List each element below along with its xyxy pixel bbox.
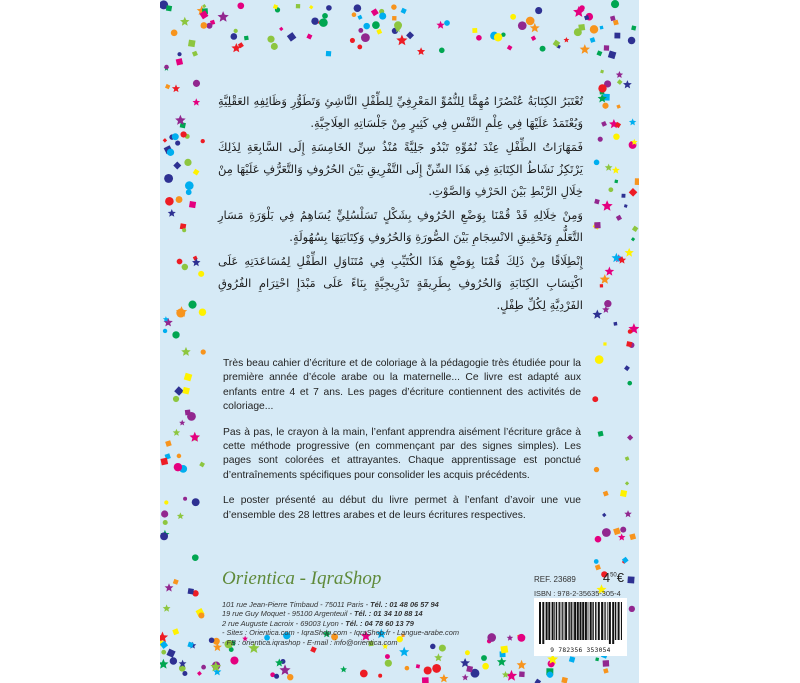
confetti-square bbox=[401, 8, 407, 14]
confetti-square bbox=[629, 533, 636, 540]
confetti-dot bbox=[611, 0, 619, 8]
barcode-bar bbox=[601, 602, 603, 640]
confetti-square bbox=[594, 199, 600, 205]
confetti-square bbox=[624, 365, 630, 371]
confetti-square bbox=[172, 628, 179, 635]
confetti-square bbox=[309, 5, 313, 9]
confetti-dot bbox=[540, 46, 546, 52]
confetti-square bbox=[173, 579, 179, 585]
address-line-sites: - Sites : Orientica.com - IqraShop.com - IqraShop.fr - Langue-arabe.com bbox=[222, 628, 460, 638]
confetti-dot bbox=[350, 38, 355, 43]
confetti-dot bbox=[602, 103, 608, 109]
reference-number: REF. 23689 bbox=[534, 575, 576, 584]
confetti-dot bbox=[595, 355, 604, 364]
confetti-dot bbox=[326, 5, 332, 11]
barcode-bar bbox=[582, 602, 584, 640]
confetti-square bbox=[613, 322, 617, 326]
confetti-square bbox=[604, 45, 609, 50]
confetti-star bbox=[625, 248, 634, 257]
confetti-dot bbox=[237, 2, 244, 9]
confetti-square bbox=[371, 8, 379, 16]
confetti-square bbox=[569, 656, 576, 663]
barcode-bar bbox=[590, 602, 592, 640]
confetti-dot bbox=[164, 500, 168, 504]
confetti-dot bbox=[594, 559, 599, 564]
confetti-star bbox=[434, 653, 442, 661]
barcode-bar bbox=[556, 602, 557, 640]
confetti-star bbox=[160, 659, 169, 669]
confetti-dot bbox=[385, 654, 390, 659]
confetti-dot bbox=[358, 28, 363, 33]
confetti-square bbox=[306, 34, 312, 40]
barcode-bar bbox=[548, 602, 550, 640]
confetti-dot bbox=[602, 528, 611, 537]
confetti-square bbox=[173, 162, 181, 170]
confetti-square bbox=[176, 58, 183, 65]
confetti-star bbox=[600, 274, 610, 284]
confetti-square bbox=[531, 36, 536, 41]
barcode-bar bbox=[592, 602, 593, 640]
barcode-number: 9 782356 353054 bbox=[550, 647, 611, 654]
confetti-square bbox=[197, 671, 202, 676]
arabic-paragraph-4: إِنْطِلَاقًا مِنْ ذَلِكَ قُمْنَا بِوَضْعِ هَذَا الكُتَيِّبِ فِي مُتَنَاوَلِ الطِّفْلِ لِمُسَاعَدَتِهِ عَلَى اكْتِسَابِ الكِتَابَةِ وَالحُرُوفِ بِطَرِيقَةٍ تَدْرِيجِيَّةٍ بِنَاءً عَلَى مَبْدَإِ احْتِرَامِ الفُرُوقِ الفَرْدِيَّةِ لِكُلِّ طِفْلٍ. bbox=[218, 254, 583, 312]
confetti-dot bbox=[628, 37, 636, 45]
price: $4^{50}€$ bbox=[602, 570, 624, 585]
confetti-dot bbox=[206, 23, 212, 29]
confetti-dot bbox=[432, 664, 441, 673]
confetti-star bbox=[168, 209, 176, 217]
confetti-square bbox=[507, 45, 513, 51]
confetti-star bbox=[618, 534, 625, 541]
confetti-dot bbox=[354, 4, 362, 12]
confetti-square bbox=[165, 440, 172, 447]
confetti-square bbox=[613, 527, 621, 535]
confetti-dot bbox=[608, 187, 613, 192]
confetti-dot bbox=[186, 189, 192, 195]
confetti-dot bbox=[535, 7, 542, 14]
confetti-star bbox=[179, 420, 185, 426]
address-line-fb: - FB : orientica.iqrashop - E-mail : info@orientica.com bbox=[222, 637, 398, 647]
confetti-square bbox=[635, 178, 639, 185]
barcode-bar bbox=[615, 602, 616, 640]
barcode-bar bbox=[580, 602, 582, 640]
confetti-square bbox=[406, 31, 414, 39]
confetti-dot bbox=[161, 510, 168, 517]
confetti-dot bbox=[598, 137, 603, 142]
barcode-bar bbox=[577, 602, 579, 640]
confetti-dot bbox=[172, 331, 179, 338]
barcode-bar bbox=[564, 602, 565, 640]
confetti-star bbox=[506, 670, 517, 681]
confetti-star bbox=[399, 647, 409, 657]
publisher-brand: Orientica - IqraShop bbox=[222, 568, 382, 589]
barcode-bar bbox=[565, 602, 567, 640]
confetti-square bbox=[625, 481, 629, 485]
confetti-dot bbox=[629, 606, 635, 612]
confetti-square bbox=[601, 121, 607, 127]
confetti-dot bbox=[322, 13, 328, 19]
confetti-square bbox=[466, 666, 473, 673]
confetti-square bbox=[166, 5, 172, 11]
confetti-star bbox=[616, 71, 623, 78]
confetti-square bbox=[603, 491, 609, 497]
barcode-bars bbox=[539, 602, 622, 644]
confetti-square bbox=[631, 25, 636, 30]
confetti-dot bbox=[163, 329, 167, 333]
confetti-dot bbox=[604, 300, 611, 307]
confetti-dot bbox=[192, 554, 199, 561]
confetti-square bbox=[519, 671, 525, 677]
confetti-star bbox=[396, 35, 407, 46]
confetti-dot bbox=[173, 396, 179, 402]
arabic-description bbox=[218, 90, 583, 318]
confetti-square bbox=[613, 20, 619, 26]
confetti-square bbox=[600, 284, 603, 287]
confetti-dot bbox=[185, 181, 194, 190]
confetti-square bbox=[595, 657, 599, 661]
french-paragraph-3: Le poster présenté au début du livre permet à l’enfant d’avoir une vue d’ensemble des 28 lettres arabes et de leurs écritures respectives. bbox=[223, 495, 581, 521]
confetti-square bbox=[392, 16, 396, 20]
confetti-dot bbox=[620, 527, 626, 533]
barcode-bar bbox=[598, 602, 600, 640]
address-line-paris: 101 rue Jean-Pierre Timbaud - 75011 Paris - Tél. : 01 48 06 57 94 bbox=[222, 600, 439, 609]
barcode-bar bbox=[609, 602, 611, 644]
confetti-dot bbox=[510, 14, 516, 20]
confetti-star bbox=[517, 660, 527, 670]
confetti-square bbox=[603, 342, 606, 345]
confetti-square bbox=[578, 24, 585, 31]
confetti-square bbox=[188, 588, 194, 594]
confetti-star bbox=[502, 671, 509, 678]
barcode-bar bbox=[585, 602, 587, 640]
confetti-dot bbox=[167, 149, 174, 156]
french-paragraph-1: Très beau cahier d’écriture et de coloriage à la pédagogie très étudiée pour la première année d’école arabe ou la maternelle... Ce livre est adapté aux enfants entre 4 et 7 ans. Les pages d’écriture contiennent des activités de coloriage... bbox=[223, 358, 581, 413]
confetti-star bbox=[181, 347, 191, 356]
barcode-bar bbox=[607, 602, 608, 640]
confetti-square bbox=[193, 256, 198, 261]
confetti-dot bbox=[424, 666, 432, 674]
confetti-dot bbox=[526, 17, 535, 26]
confetti-star bbox=[193, 98, 201, 105]
confetti-dot bbox=[161, 650, 166, 655]
confetti-dot bbox=[590, 25, 598, 33]
confetti-square bbox=[602, 513, 606, 517]
confetti-star bbox=[439, 674, 448, 683]
barcode-bar bbox=[618, 602, 620, 640]
confetti-dot bbox=[164, 65, 168, 69]
barcode-bar bbox=[552, 602, 554, 640]
confetti-square bbox=[600, 26, 604, 30]
confetti-square bbox=[616, 215, 622, 221]
confetti-dot bbox=[199, 308, 206, 315]
confetti-dot bbox=[163, 520, 168, 525]
confetti-dot bbox=[187, 412, 196, 421]
confetti-square bbox=[160, 458, 168, 466]
confetti-square bbox=[608, 51, 617, 60]
confetti-star bbox=[192, 258, 201, 266]
confetti-star bbox=[564, 37, 570, 43]
confetti-square bbox=[590, 37, 596, 43]
confetti-dot bbox=[357, 45, 362, 50]
address-line-argenteuil: 19 rue Guy Moquet - 95100 Argenteuil - Tél. : 01 34 10 88 14 bbox=[222, 609, 423, 619]
book-back-cover bbox=[160, 0, 639, 683]
confetti-dot bbox=[193, 80, 200, 87]
confetti-dot bbox=[182, 671, 187, 676]
publisher-address bbox=[222, 600, 460, 647]
confetti-square bbox=[598, 431, 604, 437]
confetti-square bbox=[600, 70, 604, 74]
confetti-dot bbox=[201, 22, 208, 29]
barcode-bar bbox=[559, 602, 560, 640]
confetti-dot bbox=[177, 259, 183, 265]
confetti-dot bbox=[160, 532, 168, 540]
confetti-star bbox=[497, 657, 507, 666]
confetti-dot bbox=[363, 23, 369, 29]
confetti-square bbox=[620, 490, 627, 497]
confetti-dot bbox=[177, 52, 181, 56]
confetti-square bbox=[202, 4, 206, 8]
confetti-dot bbox=[182, 264, 188, 270]
confetti-dot bbox=[171, 29, 178, 36]
confetti-dot bbox=[444, 20, 450, 26]
confetti-dot bbox=[198, 612, 204, 618]
barcode-bar bbox=[571, 602, 572, 640]
confetti-star bbox=[462, 674, 469, 681]
confetti-dot bbox=[598, 84, 606, 92]
confetti-star bbox=[602, 200, 613, 211]
confetti-square bbox=[188, 40, 196, 48]
confetti-square bbox=[296, 4, 300, 8]
confetti-dot bbox=[592, 396, 598, 402]
confetti-star bbox=[612, 166, 620, 174]
confetti-star bbox=[629, 118, 636, 125]
reference-block bbox=[534, 570, 624, 598]
confetti-square bbox=[357, 15, 362, 20]
confetti-dot bbox=[360, 670, 368, 678]
confetti-dot bbox=[405, 666, 410, 671]
confetti-dot bbox=[234, 29, 238, 33]
confetti-square bbox=[189, 201, 196, 208]
confetti-dot bbox=[176, 196, 183, 203]
confetti-dot bbox=[201, 349, 206, 354]
confetti-dot bbox=[198, 271, 204, 277]
barcode bbox=[534, 598, 627, 656]
confetti-dot bbox=[271, 43, 278, 50]
confetti-square bbox=[614, 180, 618, 184]
confetti-dot bbox=[176, 309, 185, 318]
confetti-dot bbox=[594, 160, 600, 166]
confetti-dot bbox=[201, 139, 205, 143]
confetti-dot bbox=[164, 174, 173, 183]
confetti-square bbox=[310, 646, 317, 653]
confetti-star bbox=[173, 429, 181, 436]
confetti-square bbox=[192, 51, 198, 57]
confetti-square bbox=[422, 677, 429, 683]
confetti-dot bbox=[627, 381, 632, 386]
confetti-square bbox=[624, 204, 628, 208]
confetti-star bbox=[172, 84, 180, 92]
confetti-square bbox=[416, 664, 420, 668]
confetti-dot bbox=[180, 131, 186, 137]
confetti-star bbox=[593, 310, 603, 319]
confetti-star bbox=[180, 17, 190, 26]
confetti-dot bbox=[378, 674, 382, 678]
confetti-square bbox=[614, 33, 620, 39]
confetti-dot bbox=[188, 301, 196, 309]
confetti-square bbox=[199, 462, 205, 468]
confetti-dot bbox=[209, 637, 215, 643]
confetti-dot bbox=[201, 665, 206, 670]
barcode-bar bbox=[588, 602, 589, 640]
isbn: ISBN : 978-2-35635-305-4 bbox=[534, 589, 621, 598]
confetti-dot bbox=[594, 467, 599, 472]
barcode-bar bbox=[621, 602, 622, 640]
confetti-dot bbox=[482, 663, 489, 670]
barcode-bar bbox=[568, 602, 569, 640]
confetti-square bbox=[621, 194, 625, 198]
confetti-dot bbox=[192, 498, 200, 506]
confetti-square bbox=[535, 679, 542, 683]
confetti-square bbox=[244, 36, 249, 41]
confetti-square bbox=[165, 84, 170, 89]
barcode-bar bbox=[546, 602, 548, 640]
arabic-paragraph-3: وَمِنْ خِلَالِهِ قَدْ قُمْنَا بِوَضْعِ الحُرُوفِ بِشَكْلٍ تَسَلْسُلِيٍّ يُسَاهِمُ فِي بَلْوَرَةِ مَسَارِ التَّعَلُّمِ وَتَحْقِيقِ الانْسِجَامِ بَيْنَ الصُّورَةِ وَالحُرُوفِ وَكِتَابَتِهَا بِسُهُولَةٍ. bbox=[218, 208, 583, 244]
confetti-dot bbox=[311, 17, 318, 24]
confetti-dot bbox=[476, 35, 482, 41]
confetti-star bbox=[605, 164, 613, 171]
confetti-dot bbox=[391, 4, 396, 9]
confetti-dot bbox=[183, 497, 187, 501]
confetti-square bbox=[166, 649, 175, 658]
barcode-bar bbox=[542, 602, 544, 644]
confetti-square bbox=[594, 222, 600, 228]
confetti-dot bbox=[184, 159, 191, 166]
confetti-dot bbox=[175, 141, 180, 146]
confetti-dot bbox=[595, 536, 602, 543]
confetti-star bbox=[163, 604, 171, 611]
confetti-square bbox=[376, 29, 382, 35]
confetti-square bbox=[616, 104, 620, 108]
confetti-star bbox=[605, 267, 615, 276]
confetti-dot bbox=[231, 33, 238, 40]
confetti-dot bbox=[379, 13, 386, 20]
confetti-star bbox=[417, 47, 425, 55]
confetti-dot bbox=[481, 655, 487, 661]
confetti-dot bbox=[319, 18, 328, 27]
barcode-bar bbox=[561, 602, 562, 640]
confetti-square bbox=[287, 32, 297, 42]
confetti-dot bbox=[439, 48, 445, 54]
confetti-star bbox=[340, 666, 347, 673]
confetti-square bbox=[627, 576, 634, 583]
confetti-dot bbox=[613, 133, 619, 139]
barcode-bar bbox=[605, 602, 606, 640]
confetti-square bbox=[472, 28, 477, 33]
confetti-dot bbox=[170, 657, 177, 664]
barcode-bar bbox=[604, 602, 605, 640]
french-paragraph-2: Pas à pas, le crayon à la main, l’enfant apprendra aisément l’écriture grâce à cette méthode progressive (en commençant par des signes simples). Les pages sont colorées et attrayantes. Chaque apprentissage est ponctué d’entraînements spécifiques pour consolider les acquis précédents. bbox=[223, 426, 581, 481]
confetti-dot bbox=[494, 33, 502, 41]
confetti-square bbox=[174, 386, 183, 395]
confetti-square bbox=[632, 226, 638, 232]
confetti-dot bbox=[177, 454, 182, 459]
confetti-dot bbox=[361, 33, 370, 42]
confetti-dot bbox=[547, 672, 553, 678]
confetti-star bbox=[436, 21, 444, 29]
confetti-dot bbox=[274, 674, 279, 679]
confetti-square bbox=[629, 188, 638, 197]
confetti-dot bbox=[518, 21, 527, 30]
confetti-dot bbox=[372, 21, 380, 29]
confetti-square bbox=[193, 169, 200, 176]
confetti-square bbox=[182, 387, 190, 395]
confetti-square bbox=[617, 79, 623, 85]
confetti-square bbox=[326, 51, 332, 57]
confetti-square bbox=[561, 677, 568, 683]
confetti-star bbox=[624, 510, 632, 517]
confetti-square bbox=[610, 16, 616, 22]
barcode-bar bbox=[539, 602, 541, 644]
confetti-dot bbox=[165, 197, 174, 206]
confetti-star bbox=[177, 512, 184, 519]
confetti-dot bbox=[385, 660, 392, 667]
confetti-dot bbox=[267, 36, 274, 43]
confetti-dot bbox=[230, 656, 238, 664]
arabic-paragraph-1: تُعْتَبَرُ الكِتَابَةُ عُنْصُرًا مُهِمًّا لِلنُّمُوِّ المَعْرِفِيِّ لِلطِّفْلِ النَّاشِئِ وَتَطَوُّرِ وَظَائِفِهِ العَقْلِيَّةِ وَيُعْتَمَدُ عَلَيْهَا فِي عِلْمِ النَّفْسِ فِي كَثِيرٍ مِنْ جَلْسَاتِهِ العِلَاجِيَّةِ. bbox=[218, 94, 583, 130]
barcode-bar bbox=[573, 602, 574, 640]
confetti-star bbox=[218, 11, 229, 22]
confetti-dot bbox=[287, 674, 293, 680]
confetti-square bbox=[279, 27, 283, 31]
confetti-star bbox=[165, 583, 174, 591]
confetti-dot bbox=[394, 21, 402, 29]
barcode-bar bbox=[562, 602, 563, 640]
confetti-square bbox=[631, 237, 635, 241]
confetti-dot bbox=[174, 463, 182, 471]
confetti-square bbox=[627, 434, 633, 440]
confetti-dot bbox=[182, 228, 186, 232]
barcode-bar bbox=[595, 602, 596, 640]
barcode-bar bbox=[554, 602, 555, 640]
confetti-dot bbox=[352, 12, 357, 17]
confetti-star bbox=[623, 80, 632, 88]
barcode-bar bbox=[612, 602, 614, 644]
confetti-square bbox=[603, 668, 609, 674]
confetti-square bbox=[596, 50, 602, 56]
confetti-star bbox=[580, 44, 590, 54]
confetti-square bbox=[603, 660, 610, 667]
confetti-square bbox=[626, 341, 632, 347]
confetti-square bbox=[163, 138, 167, 142]
confetti-dot bbox=[628, 329, 632, 333]
french-description bbox=[223, 357, 581, 534]
confetti-dot bbox=[465, 650, 470, 655]
address-line-lyon: 2 rue Auguste Lacroix - 69003 Lyon - Tél. : 04 78 60 13 79 bbox=[222, 618, 414, 628]
barcode-bar bbox=[574, 602, 576, 640]
confetti-square bbox=[184, 373, 193, 382]
confetti-dot bbox=[172, 133, 179, 140]
arabic-paragraph-2: فَمَهَارَاتُ الطِّفْلِ عِنْدَ نُمُوِّهِ تَبْدُو جَلِيَّةً مُنْذُ سِنِّ الخَامِسَةِ إِلَى السَّابِعَةِ لِذَلِكَ يَرْتَكِزُ نَشَاطُ الكِتَابَةِ فِي هَذَا السِّنِّ إِلَى التَّفْرِيقِ بَيْنَ الحُرُوفِ وَالتَّعَرُّفِ عَلَيْهَا مِنْ خِلَالِ الرَّبْطِ بَيْنَ الحَرْفِ وَالصَّوْتِ. bbox=[218, 140, 583, 198]
confetti-square bbox=[625, 456, 630, 461]
